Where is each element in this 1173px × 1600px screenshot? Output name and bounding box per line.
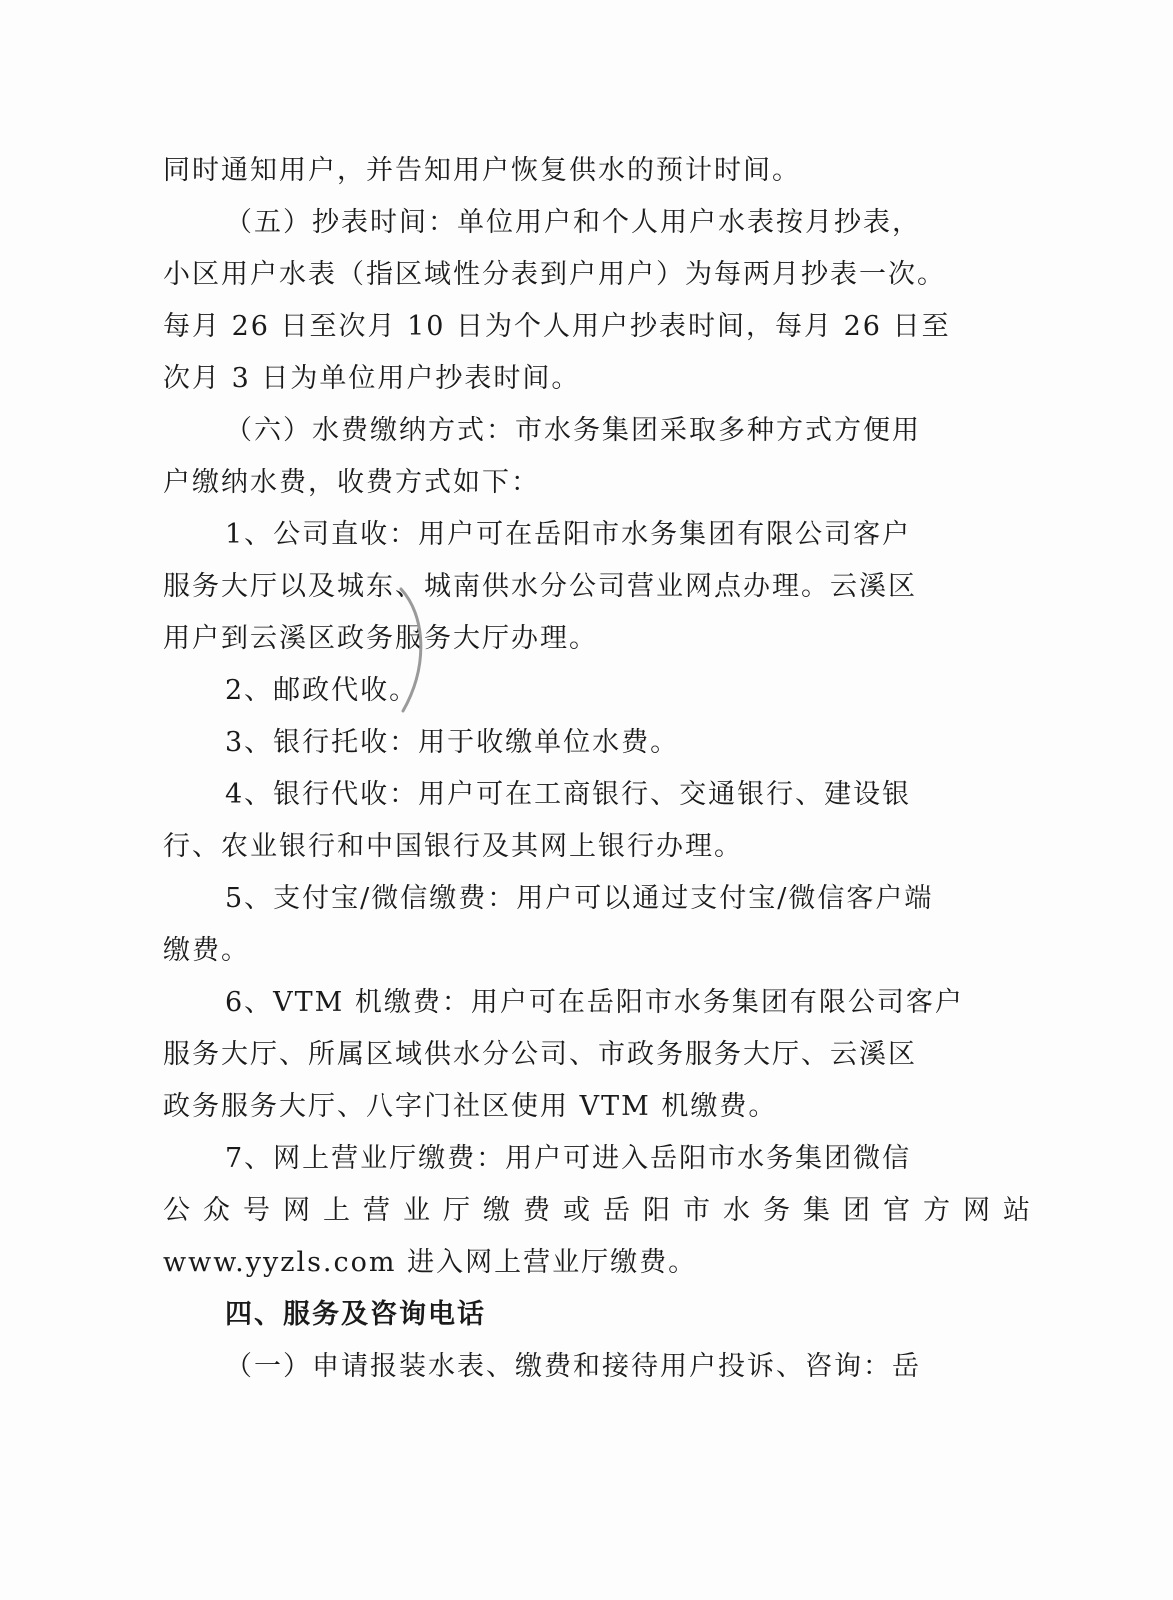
body-line: 缴费。 (163, 935, 250, 966)
subsection-one-line: （一）申请报装水表、缴费和接待用户投诉、咨询：岳 (225, 1351, 921, 1382)
body-line: 同时通知用户，并告知用户恢复供水的预计时间。 (163, 155, 801, 186)
seal-fragment-icon (395, 585, 435, 715)
body-line: 户缴纳水费，收费方式如下： (163, 467, 540, 498)
section-six-line: （六）水费缴纳方式：市水务集团采取多种方式方便用 (225, 415, 921, 446)
body-line: 行、农业银行和中国银行及其网上银行办理。 (163, 831, 743, 862)
list-item-6: 6、VTM 机缴费：用户可在岳阳市水务集团有限公司客户 (225, 987, 964, 1018)
list-item-3: 3、银行托收：用于收缴单位水费。 (225, 727, 680, 758)
body-line: 次月 3 日为单位用户抄表时间。 (163, 363, 581, 394)
list-item-1: 1、公司直收：用户可在岳阳市水务集团有限公司客户 (225, 519, 912, 550)
website-line: www.yyzls.com 进入网上营业厅缴费。 (163, 1247, 698, 1278)
section-five-line: （五）抄表时间：单位用户和个人用户水表按月抄表， (225, 207, 921, 238)
list-item-7: 7、网上营业厅缴费：用户可进入岳阳市水务集团微信 (225, 1143, 912, 1174)
body-line: 服务大厅以及城东、城南供水分公司营业网点办理。云溪区 (163, 571, 917, 602)
body-line: 服务大厅、所属区域供水分公司、市政务服务大厅、云溪区 (163, 1039, 917, 1070)
body-line: 政务服务大厅、八字门社区使用 VTM 机缴费。 (163, 1091, 778, 1122)
document-body (163, 145, 1043, 1393)
body-line: 每月 26 日至次月 10 日为个人用户抄表时间，每月 26 日至 (163, 311, 951, 342)
body-line: 公众号网上营业厅缴费或岳阳市水务集团官方网站 (163, 1195, 1043, 1226)
list-item-4: 4、银行代收：用户可在工商银行、交通银行、建设银 (225, 779, 912, 810)
body-line: 小区用户水表（指区域性分表到户用户）为每两月抄表一次。 (163, 259, 946, 290)
body-line: 用户到云溪区政务服务大厅办理。 (163, 623, 598, 654)
list-item-2: 2、邮政代收。 (225, 675, 419, 706)
section-heading: 四、服务及咨询电话 (225, 1299, 486, 1330)
list-item-5: 5、支付宝/微信缴费：用户可以通过支付宝/微信客户端 (225, 883, 934, 914)
